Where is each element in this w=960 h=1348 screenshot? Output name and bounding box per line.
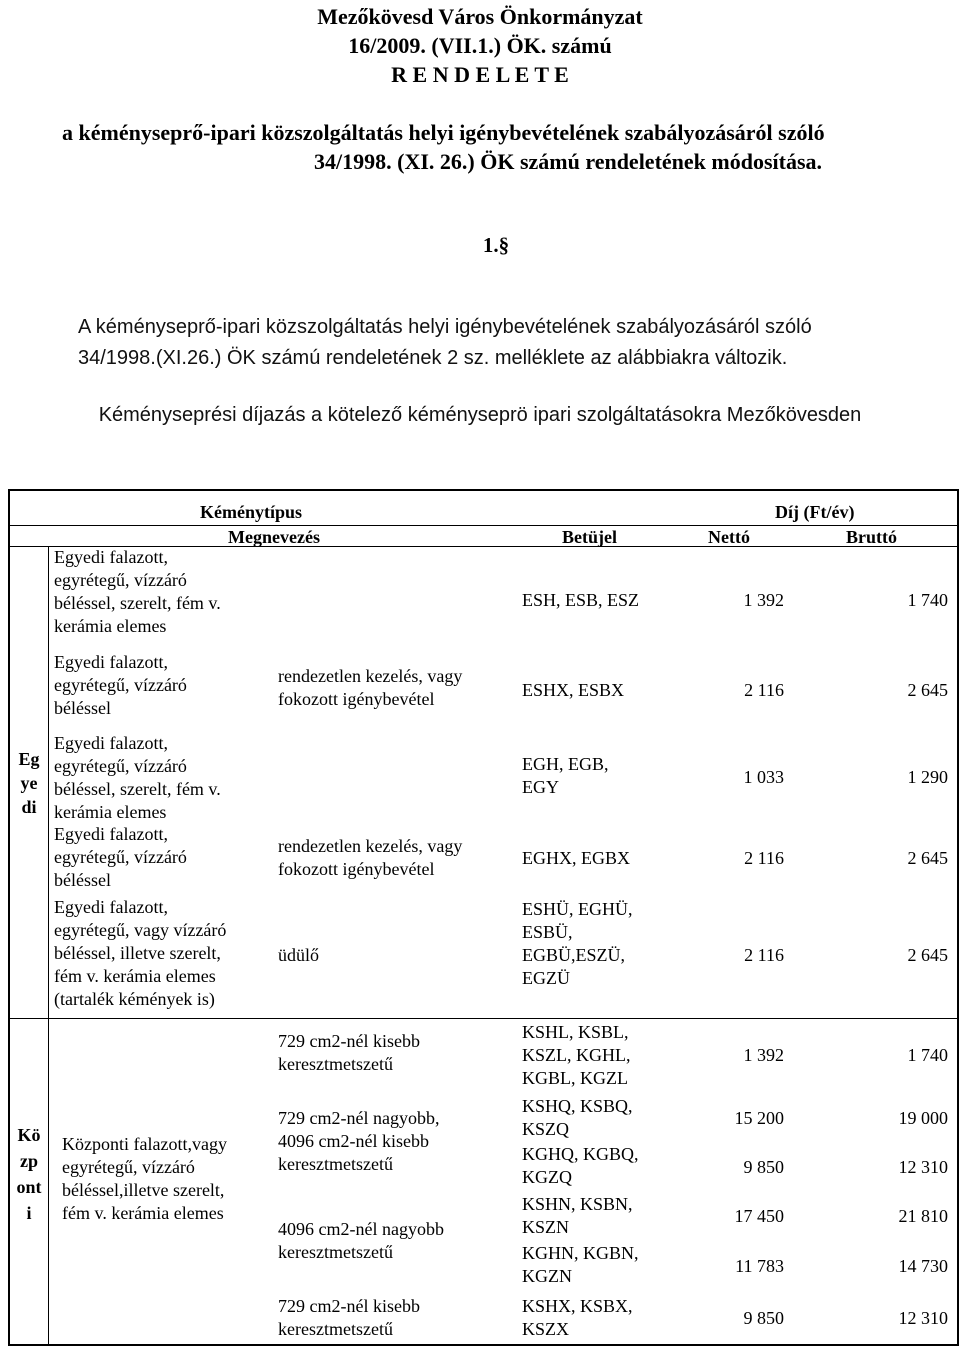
row-5-type: Egyedi falazott, egyrétegű, vagy vízzáró béléssel, illetve szerelt, fém v. kerámia elemes (tartalék kémények is) — [54, 897, 227, 1009]
central-row-3-gross: 12 310 — [898, 1157, 948, 1177]
central-row-3-code: KGHQ, KGBQ, KGZQ — [522, 1144, 639, 1187]
group-label-egyedi: Eg ye di — [18, 749, 40, 817]
central-row-1-name: 729 cm2-nél kisebb keresztmetszetű — [278, 1031, 420, 1074]
row-2-type: Egyedi falazott, egyrétegű, vízzáró béléssel — [54, 652, 187, 718]
row-2-net: 2 116 — [744, 680, 784, 700]
header-brutto: Bruttó — [846, 527, 897, 547]
row-1-type: Egyedi falazott, egyrétegű, vízzáró béléssel, szerelt, fém v. kerámia elemes — [54, 547, 221, 636]
central-row-1-code: KSHL, KSBL, KSZL, KGHL, KGBL, KGZL — [522, 1022, 631, 1088]
subject-line-1: a kéményseprő-ipari közszolgáltatás helyi igénybevételének szabályozásáról szóló — [62, 120, 825, 145]
table-border-bottom — [8, 1344, 959, 1346]
table-title: Kéményseprési díjazás a kötelező kéményseprö ipari szolgáltatásokra Mezőkövesden — [98, 404, 862, 426]
row-4-name: rendezetlen kezelés, vagy fokozott igénybevétel — [278, 836, 463, 879]
document-title — [0, 2, 960, 89]
row-3-gross: 1 290 — [907, 767, 948, 787]
central-row-4-name: 4096 cm2-nél nagyobb keresztmetszetű — [278, 1219, 444, 1262]
row-4-net: 2 116 — [744, 848, 784, 868]
row-2-gross: 2 645 — [907, 680, 948, 700]
row-3-type: Egyedi falazott, egyrétegű, vízzáró béléssel, szerelt, fém v. kerámia elemes — [54, 733, 221, 822]
central-row-5-code: KGHN, KGBN, KGZN — [522, 1243, 639, 1286]
header-dij: Díj (Ft/év) — [775, 502, 855, 522]
central-row-6-net: 9 850 — [743, 1308, 784, 1328]
row-1-gross: 1 740 — [907, 590, 948, 610]
row-5-code: ESHÜ, EGHÜ, ESBÜ, EGBÜ,ESZÜ, EGZÜ — [522, 899, 633, 988]
central-row-1-gross: 1 740 — [907, 1045, 948, 1065]
subject-line-2: 34/1998. (XI. 26.) ÖK számú rendeletének módosítása. — [314, 149, 823, 174]
header-kemenytipus: Kéménytípus — [200, 502, 303, 522]
fee-table — [8, 489, 959, 1346]
central-row-2-net: 15 200 — [734, 1108, 784, 1128]
title-line-2: 16/2009. (VII.1.) ÖK. számú — [348, 33, 612, 58]
table-border-top — [8, 489, 959, 491]
row-1-net: 1 392 — [743, 590, 784, 610]
central-row-2-gross: 19 000 — [898, 1108, 948, 1128]
central-row-2-name: 729 cm2-nél nagyobb, 4096 cm2-nél kisebb keresztmetszetű — [278, 1108, 440, 1174]
row-4-code: EGHX, EGBX — [522, 848, 630, 868]
row-2-code: ESHX, ESBX — [522, 680, 625, 700]
section-number: 1.§ — [482, 233, 510, 257]
header-megnevezes: Megnevezés — [228, 527, 320, 547]
central-row-3-net: 9 850 — [743, 1157, 784, 1177]
row-2-name: rendezetlen kezelés, vagy fokozott igénybevétel — [278, 666, 463, 709]
title-line-1: Mezőkövesd Város Önkormányzat — [317, 4, 643, 29]
group-separator — [8, 1018, 959, 1019]
central-row-4-code: KSHN, KSBN, KSZN — [522, 1194, 633, 1237]
group-label-kozponti: Kö zp ont i — [16, 1125, 42, 1223]
section-text-line-1: A kéményseprő-ipari közszolgáltatás helyi igénybevételének szabályozásáról szóló — [78, 316, 812, 338]
row-1-code: ESH, ESB, ESZ — [522, 590, 640, 610]
central-type: Központi falazott,vagy egyrétegű, vízzáró béléssel,illetve szerelt, fém v. kerámia elemes — [62, 1134, 227, 1223]
central-row-1-net: 1 392 — [743, 1045, 784, 1065]
header-betujel: Betüjel — [562, 527, 617, 547]
header-netto: Nettó — [708, 527, 750, 547]
central-row-6-name: 729 cm2-nél kisebb keresztmetszetű — [278, 1296, 420, 1339]
group-column-divider — [48, 546, 49, 1346]
title-line-3: R E N D E L E T E — [391, 62, 569, 87]
row-5-gross: 2 645 — [907, 945, 948, 965]
row-5-name: üdülő — [278, 945, 320, 965]
row-4-type: Egyedi falazott, egyrétegű, vízzáró béléssel — [54, 824, 187, 890]
central-row-2-code: KSHQ, KSBQ, KSZQ — [522, 1096, 633, 1139]
central-row-5-net: 11 783 — [735, 1256, 784, 1276]
central-row-4-gross: 21 810 — [898, 1206, 948, 1226]
row-3-code: EGH, EGB, EGY — [522, 754, 609, 797]
row-3-net: 1 033 — [743, 767, 784, 787]
central-row-5-gross: 14 730 — [898, 1256, 948, 1276]
row-5-net: 2 116 — [744, 945, 784, 965]
header-separator-1 — [8, 525, 959, 526]
central-row-4-net: 17 450 — [734, 1206, 784, 1226]
central-row-6-gross: 12 310 — [898, 1308, 948, 1328]
central-row-6-code: KSHX, KSBX, KSZX — [522, 1296, 633, 1339]
row-4-gross: 2 645 — [907, 848, 948, 868]
table-border-right — [957, 489, 959, 1346]
section-text-line-2: 34/1998.(XI.26.) ÖK számú rendeletének 2 sz. melléklete az alábbiakra változik. — [78, 347, 788, 369]
